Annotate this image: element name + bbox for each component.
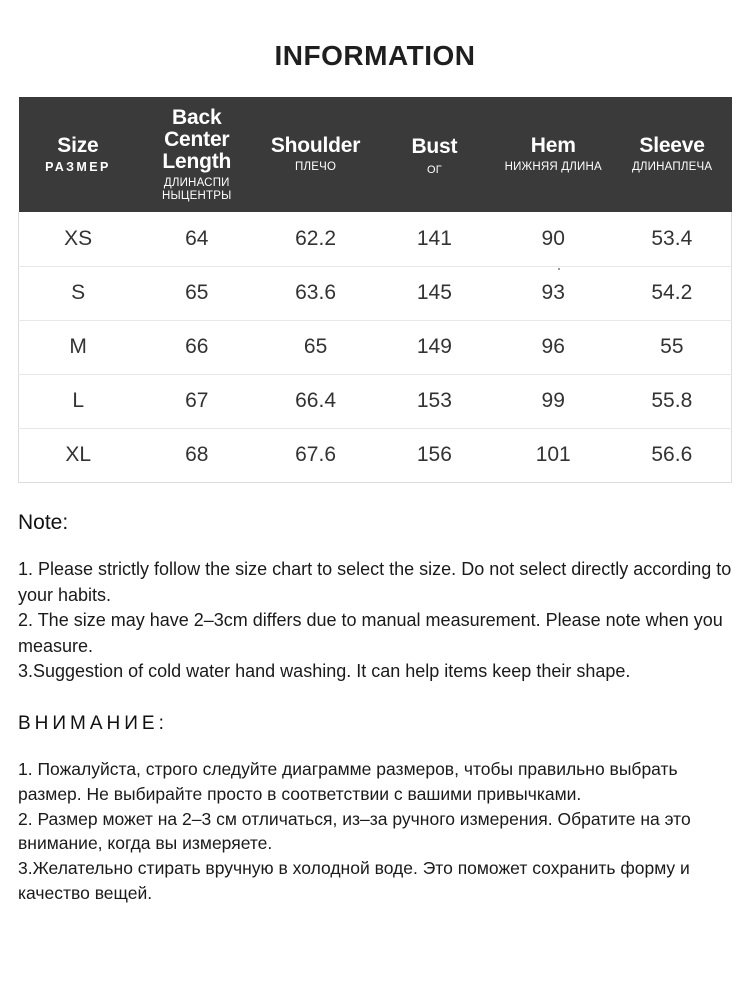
cell-hem: 99 bbox=[494, 374, 613, 428]
cell-bust: 141 bbox=[375, 212, 494, 266]
table-row bbox=[19, 374, 732, 428]
column-header-bust-en: Bust bbox=[411, 135, 458, 159]
cell-sleeve: 56.6 bbox=[651, 443, 693, 467]
cell-sleeve: 55.8 bbox=[613, 374, 732, 428]
cell-hem: 90 bbox=[494, 212, 613, 266]
cell-back-center-length: 65 bbox=[137, 266, 256, 320]
cell-size: XL bbox=[65, 443, 91, 467]
cell-bust: 156 bbox=[416, 443, 452, 467]
column-header-sleeve-en: Sleeve bbox=[639, 134, 705, 158]
size-chart-table bbox=[18, 97, 732, 483]
cell-shoulder: 67.6 bbox=[295, 443, 336, 467]
table-row bbox=[19, 428, 732, 482]
cell-sleeve: 54.2 bbox=[613, 266, 732, 320]
table-header bbox=[19, 97, 732, 212]
table-row bbox=[19, 266, 732, 320]
notes-list-ru bbox=[18, 757, 732, 906]
notes-list-en bbox=[18, 557, 732, 685]
cell-bust: 149 bbox=[375, 320, 494, 374]
cell-size: M bbox=[19, 320, 138, 374]
note-item-en-1: 1. Please strictly follow the size chart to select the size. Do not select directly according to your habits. bbox=[18, 559, 732, 605]
column-header-hem bbox=[494, 97, 613, 212]
page-title: INFORMATION bbox=[274, 40, 476, 71]
table-row bbox=[19, 320, 732, 374]
cell-hem: 93 bbox=[494, 266, 613, 320]
cell-size: S bbox=[19, 266, 138, 320]
cell-bust: 153 bbox=[375, 374, 494, 428]
note-item-ru-1: 1. Пожалуйста, строго следуйте диаграмме размеров, чтобы правильно выбрать размер. Не выбирайте просто в соответствии с вашими привычками. bbox=[18, 758, 678, 804]
table-row bbox=[19, 212, 732, 266]
column-header-sleeve bbox=[613, 97, 732, 212]
column-header-size bbox=[19, 97, 138, 212]
cell-shoulder: 62.2 bbox=[256, 212, 375, 266]
note-item-ru-2: 2. Размер может на 2–3 см отличаться, из–за ручного измерения. Обратите на это внимание, когда вы измеряете. bbox=[18, 808, 691, 854]
cell-sleeve: 53.4 bbox=[613, 212, 732, 266]
column-header-back-center-length bbox=[137, 97, 256, 212]
cell-size: XS bbox=[19, 212, 138, 266]
notes-heading-ru: ВНИМАНИЕ: bbox=[18, 712, 168, 734]
column-header-hem-en: Hem bbox=[530, 134, 576, 158]
cell-size: L bbox=[19, 374, 138, 428]
cell-back-center-length: 66 bbox=[137, 320, 256, 374]
cell-bust: 145 bbox=[375, 266, 494, 320]
table-header-row bbox=[19, 97, 732, 212]
cell-back-center-length: 68 bbox=[185, 443, 209, 467]
column-header-size-en: Size bbox=[57, 133, 99, 157]
column-header-hem-ru: НИЖНЯЯ ДЛИНА bbox=[504, 161, 602, 174]
note-item-ru-3: 3.Желательно стирать вручную в холодной воде. Это поможет сохранить форму и качество вещей. bbox=[18, 858, 690, 904]
cell-shoulder: 63.6 bbox=[256, 266, 375, 320]
cell-sleeve: 55 bbox=[613, 320, 732, 374]
column-header-back-center-length-en: Back Center Length bbox=[162, 106, 232, 174]
column-header-bust bbox=[375, 97, 494, 212]
notes-section bbox=[18, 483, 732, 906]
cell-shoulder: 65 bbox=[256, 320, 375, 374]
scan-artifact-dot bbox=[558, 268, 560, 270]
note-item-en-3: 3.Suggestion of cold water hand washing. It can help items keep their shape. bbox=[18, 661, 631, 682]
note-item-en-2: 2. The size may have 2–3cm differs due to manual measurement. Please note when you measure. bbox=[18, 610, 723, 656]
column-header-back-center-length-ru: ДЛИНАСПИ НЫЦЕНТРЫ bbox=[162, 177, 232, 202]
column-header-shoulder-ru: ПЛЕЧО bbox=[295, 161, 337, 174]
cell-shoulder: 66.4 bbox=[256, 374, 375, 428]
notes-heading-en: Note: bbox=[18, 510, 69, 534]
column-header-shoulder bbox=[256, 97, 375, 212]
cell-back-center-length: 64 bbox=[137, 212, 256, 266]
cell-back-center-length: 67 bbox=[137, 374, 256, 428]
size-chart-table-container bbox=[18, 97, 732, 483]
column-header-bust-ru: ОГ bbox=[426, 164, 442, 174]
cell-hem: 96 bbox=[494, 320, 613, 374]
column-header-sleeve-ru: ДЛИНАПЛЕЧА bbox=[631, 161, 713, 174]
table-body bbox=[19, 212, 732, 482]
cell-hem: 101 bbox=[535, 443, 571, 467]
column-header-size-ru: РАЗМЕР bbox=[45, 159, 111, 174]
column-header-shoulder-en: Shoulder bbox=[270, 134, 361, 158]
